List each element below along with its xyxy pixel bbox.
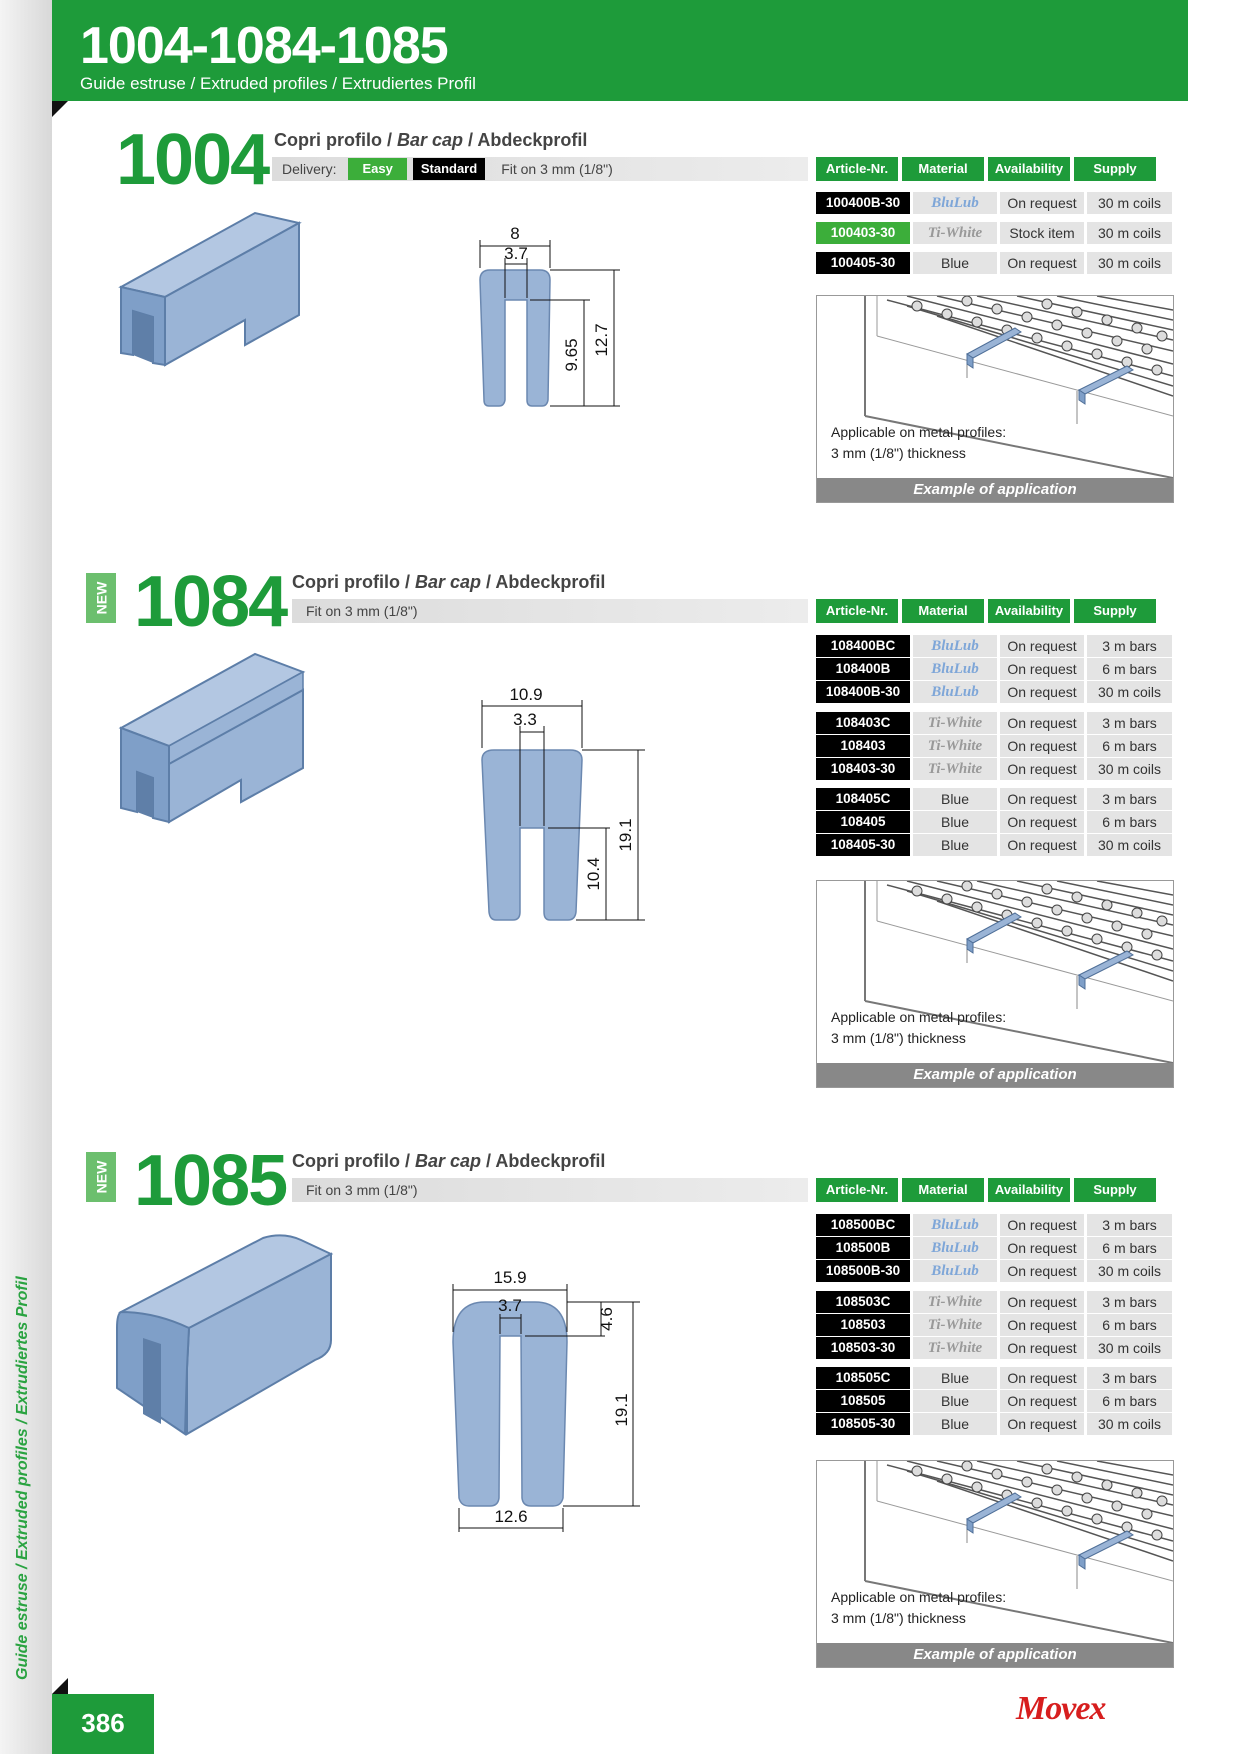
dim-height: 19.1	[616, 818, 635, 852]
table-row	[816, 1337, 1172, 1359]
application-caption: Example of application	[817, 478, 1173, 502]
article-cell: 108503	[816, 1314, 910, 1336]
availability-cell: On request	[1000, 735, 1084, 757]
material-cell: Ti-White	[913, 1314, 997, 1336]
application-text-line: 3 mm (1/8") thickness	[831, 1610, 966, 1626]
material-cell: Ti-White	[913, 1337, 997, 1359]
title-de: Abdeckprofil	[477, 130, 588, 150]
article-cell: 108400B-30	[816, 681, 910, 703]
material-cell: Blue	[913, 788, 997, 810]
th-material: Material	[902, 599, 984, 623]
title-en: Bar cap	[415, 572, 482, 592]
article-cell: 100400B-30	[816, 192, 910, 214]
material-cell: Blue	[913, 1390, 997, 1412]
title-it: Copri profilo	[292, 572, 400, 592]
availability-cell: On request	[1000, 712, 1084, 734]
dim-slot: 3.3	[513, 710, 537, 729]
availability-cell: On request	[1000, 834, 1084, 856]
availability-cell: On request	[1000, 681, 1084, 703]
material-cell: BluLub	[913, 1237, 997, 1259]
th-material: Material	[902, 1178, 984, 1202]
supply-cell: 30 m coils	[1087, 222, 1172, 244]
supply-cell: 3 m bars	[1087, 1367, 1172, 1389]
material-cell: Ti-White	[913, 712, 997, 734]
delivery-standard-badge: Standard	[413, 158, 485, 180]
availability-cell: On request	[1000, 788, 1084, 810]
supply-cell: 6 m bars	[1087, 658, 1172, 680]
article-cell: 108400BC	[816, 635, 910, 657]
dim-width: 10.9	[509, 685, 543, 704]
table-row	[816, 1367, 1172, 1389]
page-number: 386	[81, 1708, 125, 1738]
supply-cell: 6 m bars	[1087, 1390, 1172, 1412]
material-cell: Blue	[913, 252, 997, 274]
table-row	[816, 1260, 1172, 1282]
application-text-line: 3 mm (1/8") thickness	[831, 445, 966, 461]
availability-cell: Stock item	[1000, 222, 1084, 244]
availability-cell: On request	[1000, 1314, 1084, 1336]
th-availability: Availability	[988, 599, 1070, 623]
brand-logo: Movex	[1016, 1690, 1106, 1727]
supply-cell: 3 m bars	[1087, 788, 1172, 810]
supply-cell: 30 m coils	[1087, 1413, 1172, 1435]
product-3d-render	[115, 1228, 335, 1438]
title-it: Copri profilo	[292, 1151, 400, 1171]
availability-cell: On request	[1000, 758, 1084, 780]
availability-cell: On request	[1000, 658, 1084, 680]
product-code: 1085	[134, 1141, 287, 1221]
th-material: Material	[902, 157, 984, 181]
application-caption: Example of application	[817, 1063, 1173, 1087]
application-text	[831, 1587, 1006, 1629]
title-en: Bar cap	[397, 130, 464, 150]
new-badge-label: NEW	[93, 581, 110, 615]
new-badge-label: NEW	[93, 1160, 110, 1194]
article-cell: 108403-30	[816, 758, 910, 780]
th-supply: Supply	[1074, 157, 1156, 181]
supply-cell: 30 m coils	[1087, 1337, 1172, 1359]
availability-cell: On request	[1000, 635, 1084, 657]
delivery-label: Delivery:	[282, 161, 337, 177]
profile-dimension-drawing	[445, 1262, 665, 1532]
material-cell: Ti-White	[913, 758, 997, 780]
article-cell: 108500B-30	[816, 1260, 910, 1282]
material-cell: Blue	[913, 811, 997, 833]
article-cell: 108505	[816, 1390, 910, 1412]
dim-bottom-width: 12.6	[494, 1507, 528, 1526]
product-code: 1084	[134, 562, 287, 642]
availability-cell: On request	[1000, 1260, 1084, 1282]
availability-cell: On request	[1000, 1390, 1084, 1412]
article-cell: 108500BC	[816, 1214, 910, 1236]
delivery-easy-badge: Easy	[348, 158, 406, 180]
application-text-line: 3 mm (1/8") thickness	[831, 1030, 966, 1046]
table-row	[816, 1314, 1172, 1336]
title-it: Copri profilo	[274, 130, 382, 150]
application-image	[816, 1460, 1174, 1668]
title-de: Abdeckprofil	[495, 572, 606, 592]
supply-cell: 30 m coils	[1087, 681, 1172, 703]
material-cell: Blue	[913, 1413, 997, 1435]
article-cell: 108405C	[816, 788, 910, 810]
article-cell: 108403C	[816, 712, 910, 734]
dim-slot: 3.7	[498, 1296, 522, 1315]
supply-cell: 3 m bars	[1087, 1214, 1172, 1236]
availability-cell: On request	[1000, 1237, 1084, 1259]
th-availability: Availability	[988, 1178, 1070, 1202]
fit-label: Fit on 3 mm (1/8")	[306, 603, 418, 619]
material-cell: BluLub	[913, 192, 997, 214]
table-row	[816, 1237, 1172, 1259]
th-article: Article-Nr.	[816, 599, 898, 623]
table-row	[816, 1291, 1172, 1313]
application-text-line: Applicable on metal profiles:	[831, 1009, 1007, 1025]
dim-top-thickness: 4.6	[597, 1307, 616, 1331]
material-cell: BluLub	[913, 1260, 997, 1282]
material-cell: BluLub	[913, 658, 997, 680]
product-code: 1004	[116, 120, 269, 200]
th-article: Article-Nr.	[816, 1178, 898, 1202]
article-cell: 108505-30	[816, 1413, 910, 1435]
dim-slot-depth: 9.65	[562, 338, 581, 372]
supply-cell: 30 m coils	[1087, 834, 1172, 856]
availability-cell: On request	[1000, 192, 1084, 214]
dim-slot-depth: 10.4	[584, 857, 603, 891]
dim-slot: 3.7	[504, 244, 528, 263]
supply-cell: 6 m bars	[1087, 811, 1172, 833]
supply-cell: 3 m bars	[1087, 1291, 1172, 1313]
article-cell: 108400B	[816, 658, 910, 680]
dim-height: 19.1	[612, 1393, 631, 1427]
product-title: Copri profilo / Bar cap / Abdeckprofil	[274, 130, 588, 150]
availability-cell: On request	[1000, 252, 1084, 274]
th-supply: Supply	[1074, 599, 1156, 623]
article-cell: 108405	[816, 811, 910, 833]
dim-width: 15.9	[493, 1268, 527, 1287]
availability-cell: On request	[1000, 811, 1084, 833]
table-row	[816, 1413, 1172, 1435]
th-article: Article-Nr.	[816, 157, 898, 181]
material-cell: BluLub	[913, 681, 997, 703]
supply-cell: 30 m coils	[1087, 252, 1172, 274]
supply-cell: 30 m coils	[1087, 192, 1172, 214]
page-title: 1004-1084-1085	[80, 17, 448, 75]
supply-cell: 6 m bars	[1087, 1314, 1172, 1336]
material-cell: Blue	[913, 834, 997, 856]
material-cell: Ti-White	[913, 222, 997, 244]
application-caption: Example of application	[817, 1643, 1173, 1667]
availability-cell: On request	[1000, 1367, 1084, 1389]
dim-width: 8	[510, 224, 520, 243]
info-bar	[292, 1178, 808, 1202]
availability-cell: On request	[1000, 1291, 1084, 1313]
material-cell: Blue	[913, 1367, 997, 1389]
supply-cell: 30 m coils	[1087, 1260, 1172, 1282]
product-title: Copri profilo / Bar cap / Abdeckprofil	[292, 572, 606, 592]
article-cell: 108503C	[816, 1291, 910, 1313]
article-cell: 108505C	[816, 1367, 910, 1389]
article-cell: 100403-30	[816, 222, 910, 244]
dim-height: 12.7	[592, 323, 611, 357]
material-cell: BluLub	[913, 1214, 997, 1236]
supply-cell: 30 m coils	[1087, 758, 1172, 780]
title-en: Bar cap	[415, 1151, 482, 1171]
application-text-line: Applicable on metal profiles:	[831, 1589, 1007, 1605]
new-badge	[86, 1152, 116, 1202]
article-cell: 108500B	[816, 1237, 910, 1259]
article-cell: 100405-30	[816, 252, 910, 274]
availability-cell: On request	[1000, 1337, 1084, 1359]
supply-cell: 3 m bars	[1087, 635, 1172, 657]
title-de: Abdeckprofil	[495, 1151, 606, 1171]
application-text-line: Applicable on metal profiles:	[831, 424, 1007, 440]
table-row	[816, 1390, 1172, 1412]
page-subtitle: Guide estruse / Extruded profiles / Extrudiertes Profil	[80, 74, 476, 93]
material-cell: Ti-White	[913, 735, 997, 757]
material-cell: Ti-White	[913, 1291, 997, 1313]
supply-cell: 3 m bars	[1087, 712, 1172, 734]
side-caption: Guide estruse / Extruded profiles / Extrudiertes Profil	[14, 1276, 31, 1680]
table-row	[816, 1214, 1172, 1236]
fit-label: Fit on 3 mm (1/8")	[501, 161, 613, 177]
article-cell: 108503-30	[816, 1337, 910, 1359]
supply-cell: 6 m bars	[1087, 735, 1172, 757]
product-title: Copri profilo / Bar cap / Abdeckprofil	[292, 1151, 606, 1171]
supply-cell: 6 m bars	[1087, 1237, 1172, 1259]
article-cell: 108403	[816, 735, 910, 757]
article-cell: 108405-30	[816, 834, 910, 856]
availability-cell: On request	[1000, 1214, 1084, 1236]
fit-label: Fit on 3 mm (1/8")	[306, 1182, 418, 1198]
th-availability: Availability	[988, 157, 1070, 181]
availability-cell: On request	[1000, 1413, 1084, 1435]
th-supply: Supply	[1074, 1178, 1156, 1202]
material-cell: BluLub	[913, 635, 997, 657]
